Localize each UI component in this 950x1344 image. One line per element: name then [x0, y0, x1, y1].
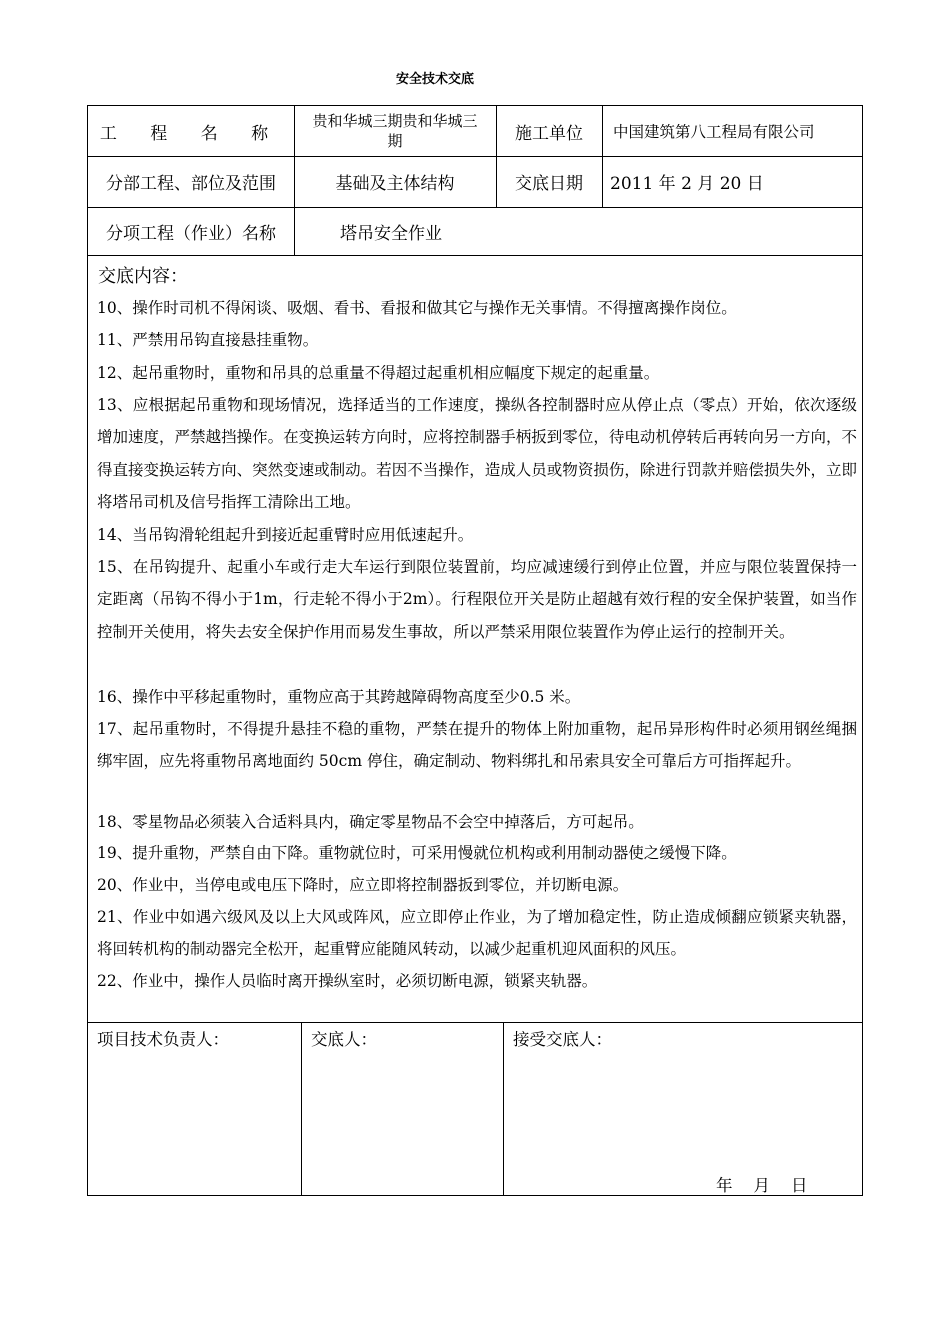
content-paragraph: 11、严禁用吊钩直接悬挂重物。: [97, 331, 319, 349]
content-paragraph: 18、零星物品必须装入合适料具内，确定零星物品不会空中掉落后，方可起吊。: [97, 813, 644, 831]
date-label: 交底日期: [515, 174, 583, 194]
subitem-value: 塔吊安全作业: [340, 223, 442, 244]
content-paragraph: 12、起吊重物时，重物和吊具的总重量不得超过起重机相应幅度下规定的起重量。: [97, 364, 660, 382]
content-paragraph: 22、作业中，操作人员临时离开操纵室时，必须切断电源，锁紧夹轨器。: [97, 972, 598, 990]
signature-date: 年 月 日: [716, 1176, 808, 1195]
content-heading: 交底内容：: [98, 266, 188, 287]
construction-unit-value: 中国建筑第八工程局有限公司: [613, 123, 815, 141]
content-paragraph: 14、当吊钩滑轮组起升到接近起重臂时应用低速起升。: [97, 526, 474, 544]
content-paragraph: 20、作业中，当停电或电压下降时，应立即将控制器扳到零位，并切断电源。: [97, 876, 629, 894]
content-paragraph: 17、起吊重物时，不得提升悬挂不稳的重物，严禁在提升的物体上附加重物，起吊异形构件时必须用钢丝绳捆绑牢固，应先将重物吊离地面约 50cm 停住，确定制动、物料绑扎和吊索具安全可靠后方可指挥起升。: [97, 720, 857, 771]
content-paragraph: 16、操作中平移起重物时，重物应高于其跨越障碍物高度至少0.5 米。: [97, 688, 581, 706]
safety-briefing-table: [87, 105, 863, 1196]
content-paragraph: 10、操作时司机不得闲谈、吸烟、看书、看报和做其它与操作无关事情。不得擅离操作岗位。: [97, 299, 737, 317]
content-paragraph: 19、提升重物，严禁自由下降。重物就位时，可采用慢就位机构或利用制动器使之缓慢下降。: [97, 844, 737, 862]
receiver-signature-label: 接受交底人：: [513, 1030, 612, 1049]
date-value: 2011 年 2 月 20 日: [610, 174, 764, 194]
content-paragraph: 15、在吊钩提升、起重小车或行走大车运行到限位装置前，均应减速缓行到停止位置，并应与限位装置保持一定距离（吊钩不得小于1m，行走轮不得小于2m）。行程限位开关是防止超越有效行程的安全保护装置，如当作控制开关使用，将失去安全保护作用而易发生事故，所以严禁采用限位装置作为停止运行的控制开关。: [97, 558, 857, 641]
presenter-signature-label: 交底人：: [311, 1030, 377, 1049]
construction-unit-label: 施工单位: [515, 123, 583, 144]
subitem-label: 分项工程（作业）名称: [106, 223, 276, 244]
content-paragraph: 21、作业中如遇六级风及以上大风或阵风，应立即停止作业，为了增加稳定性，防止造成倾翻应锁紧夹轨器，将回转机构的制动器完全松开，起重臂应能随风转动，以减少起重机迎风面积的风压。: [97, 908, 857, 959]
division-value: 基础及主体结构: [335, 174, 455, 194]
tech-lead-signature-label: 项目技术负责人：: [97, 1030, 229, 1049]
doc-title: 安全技术交底: [395, 72, 474, 87]
content-paragraph: 13、应根据起吊重物和现场情况，选择适当的工作速度，操纵各控制器时应从停止点（零点）开始，依次逐级增加速度，严禁越挡操作。在变换运转方向时，应将控制器手柄扳到零位，待电动机停转后再转向另一方向，不得直接变换运转方向、突然变速或制动。若因不当操作，造成人员或物资损伤，除进行罚款并赔偿损失外，立即将塔吊司机及信号指挥工清除出工地。: [97, 396, 857, 512]
project-name-value: 贵和华城三期贵和华城三期: [312, 112, 478, 150]
division-label: 分部工程、部位及范围: [106, 174, 276, 194]
project-name-label: 工 程 名 称: [99, 123, 283, 144]
